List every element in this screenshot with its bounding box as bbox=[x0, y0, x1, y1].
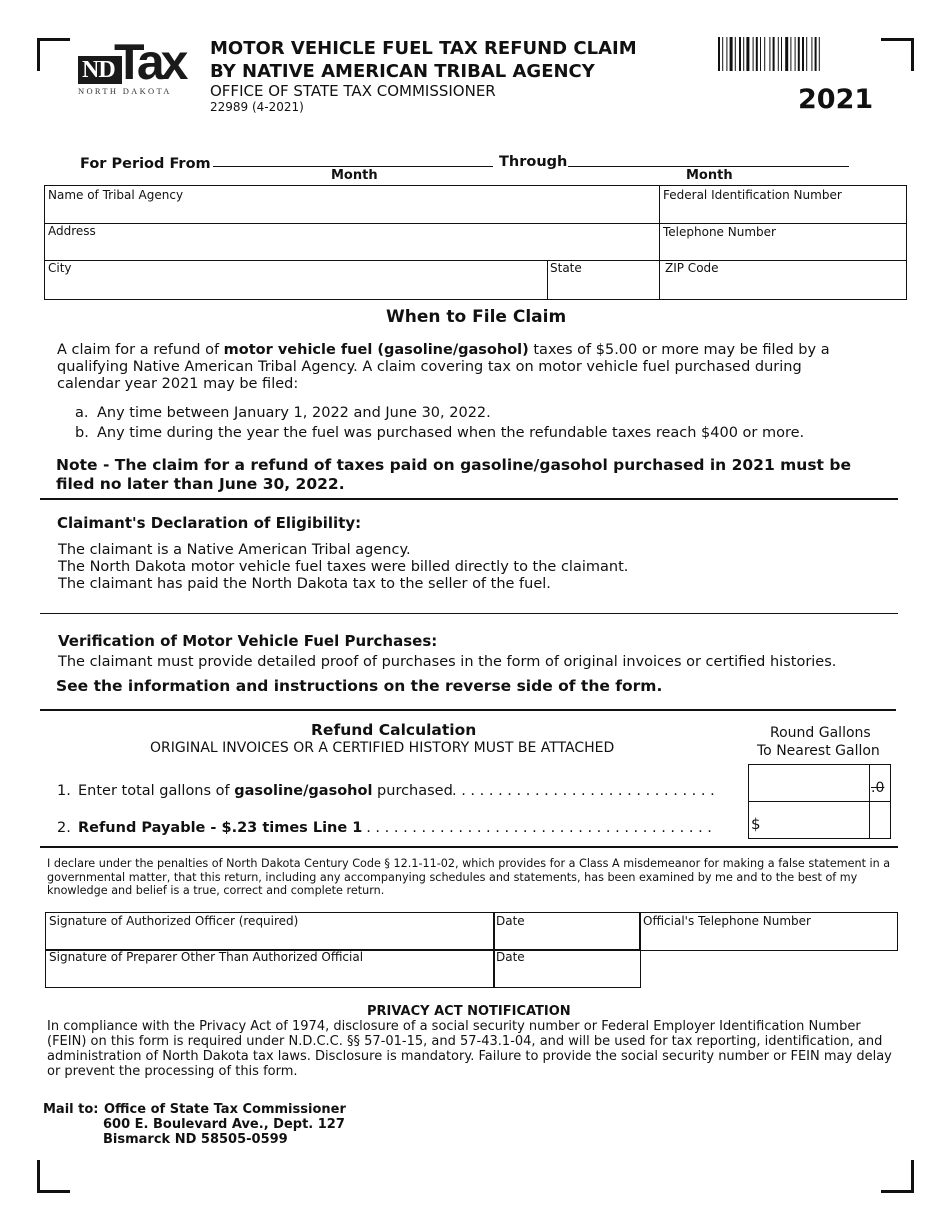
line1-pre: Enter total gallons of bbox=[78, 783, 235, 799]
state-field[interactable]: State bbox=[550, 261, 582, 275]
period-through-input[interactable] bbox=[568, 166, 849, 167]
period-from-month-label: Month bbox=[331, 168, 378, 183]
corner-mark-top-right bbox=[881, 38, 914, 71]
logo-state-text: NORTH DAKOTA bbox=[78, 86, 172, 96]
address-field[interactable]: Address bbox=[48, 224, 96, 238]
declaration-line1: The claimant is a Native American Tribal agency. bbox=[58, 542, 411, 558]
barcode-bar bbox=[730, 37, 733, 71]
item-a-text: Any time between January 1, 2022 and June 30, 2022. bbox=[97, 405, 491, 421]
barcode-bar bbox=[795, 37, 796, 71]
city-field[interactable]: City bbox=[48, 261, 72, 275]
barcode-bar bbox=[778, 37, 779, 71]
grid-row-divider-1 bbox=[44, 223, 906, 224]
declaration-line2: The North Dakota motor vehicle fuel taxes were billed directly to the claimant. bbox=[58, 559, 629, 575]
preparer-date-label: Date bbox=[496, 950, 525, 964]
barcode-graphic bbox=[718, 37, 858, 71]
line1-post: purchased bbox=[372, 783, 453, 799]
form-year: 2021 bbox=[798, 84, 874, 115]
telephone-field[interactable]: Telephone Number bbox=[663, 225, 776, 239]
barcode-bar bbox=[743, 37, 744, 71]
line1-bold: gasoline/gasohol bbox=[234, 783, 373, 799]
logo-tax-text: Tax bbox=[114, 34, 185, 90]
line2-leader-dots: . . . . . . . . . . . . . . . . . . . . . . . . . . . . . . . . . . . . . . . bbox=[357, 820, 712, 836]
barcode-bar bbox=[798, 37, 800, 71]
barcode-bar bbox=[735, 37, 736, 71]
para-pre: A claim for a refund of bbox=[57, 342, 224, 358]
fein-field[interactable]: Federal Identification Number bbox=[663, 188, 842, 202]
line2-dollar-sign: $ bbox=[751, 815, 761, 833]
deadline-note-line2: filed no later than June 30, 2022. bbox=[56, 475, 345, 493]
barcode-bar bbox=[773, 37, 775, 71]
barcode-bar bbox=[753, 37, 754, 71]
when-to-file-heading: When to File Claim bbox=[386, 307, 567, 327]
barcode-bar bbox=[722, 37, 723, 71]
line1-decimal-suffix: .0 bbox=[871, 780, 885, 796]
barcode-bar bbox=[764, 37, 765, 71]
preparer-signature-label: Signature of Preparer Other Than Authorized Official bbox=[49, 950, 364, 964]
refund-heading: Refund Calculation bbox=[311, 721, 477, 739]
nearest-gallon-label: To Nearest Gallon bbox=[757, 743, 880, 759]
section-divider-4 bbox=[40, 846, 898, 848]
when-to-file-paragraph bbox=[57, 342, 857, 393]
item-b-letter: b. bbox=[75, 425, 89, 441]
barcode-bar bbox=[769, 37, 770, 71]
agency-info-grid bbox=[44, 185, 907, 300]
declaration-line3: The claimant has paid the North Dakota tax to the seller of the fuel. bbox=[58, 576, 551, 592]
grid-col-divider-main bbox=[659, 185, 660, 299]
officer-date-label: Date bbox=[496, 914, 525, 928]
line2-number: 2. bbox=[57, 820, 71, 836]
section-divider-3 bbox=[40, 709, 896, 711]
office-name: OFFICE OF STATE TAX COMMISSIONER bbox=[210, 82, 496, 100]
line2-cents-box bbox=[869, 801, 891, 839]
barcode-bar bbox=[802, 37, 804, 71]
deadline-note-line1: Note - The claim for a refund of taxes paid on gasoline/gasohol purchased in 2021 must be bbox=[56, 456, 851, 474]
grid-col-divider-state bbox=[547, 260, 548, 299]
mail-address-line2: 600 E. Boulevard Ave., Dept. 127 bbox=[103, 1117, 345, 1132]
tribal-agency-name-field[interactable]: Name of Tribal Agency bbox=[48, 188, 184, 202]
para-bold: motor vehicle fuel (gasoline/gasohol) bbox=[223, 342, 529, 358]
form-title-line2: BY NATIVE AMERICAN TRIBAL AGENCY bbox=[210, 61, 595, 82]
item-b-text: Any time during the year the fuel was purchased when the refundable taxes reach $400 or more. bbox=[97, 425, 805, 441]
privacy-text: In compliance with the Privacy Act of 1974, disclosure of a social security number or Federal Employer Identification Number (FEIN) on this form is required under N.D.C.C. §§ 57-01-15, and 57-43.1-04, and will be used for tax reporting, identification, and administration of North Dakota tax laws. Disclosure is mandatory. Failure to provide the social security number or FEIN may delay or prevent the processing of this form. bbox=[47, 1019, 892, 1079]
barcode-bar bbox=[760, 37, 761, 71]
barcode-bar bbox=[726, 37, 727, 71]
item-a-letter: a. bbox=[75, 405, 89, 421]
verification-heading: Verification of Motor Vehicle Fuel Purchases: bbox=[58, 632, 438, 650]
mail-to-label: Mail to: bbox=[43, 1102, 99, 1117]
nd-tax-logo bbox=[74, 34, 194, 100]
line1-gallons-input[interactable] bbox=[748, 764, 870, 802]
barcode-bar bbox=[756, 37, 758, 71]
privacy-heading: PRIVACY ACT NOTIFICATION bbox=[367, 1004, 571, 1019]
line2-label: Refund Payable - $.23 times Line 1 bbox=[78, 820, 363, 836]
corner-mark-top-left bbox=[37, 38, 70, 71]
barcode-bar bbox=[781, 37, 782, 71]
corner-mark-bottom-left bbox=[37, 1160, 70, 1193]
form-number: 22989 (4-2021) bbox=[210, 100, 304, 114]
see-reverse-instructions: See the information and instructions on the reverse side of the form. bbox=[56, 677, 663, 695]
barcode-bar bbox=[815, 37, 817, 71]
period-through-month-label: Month bbox=[686, 168, 733, 183]
officer-signature-label: Signature of Authorized Officer (required) bbox=[49, 914, 299, 928]
logo-nd-text: ND bbox=[82, 57, 115, 83]
barcode-bar bbox=[811, 37, 812, 71]
mail-address-line1: Office of State Tax Commissioner bbox=[104, 1102, 346, 1117]
mail-address-line3: Bismarck ND 58505-0599 bbox=[103, 1132, 288, 1147]
form-title-line1: MOTOR VEHICLE FUEL TAX REFUND CLAIM bbox=[210, 38, 637, 59]
official-telephone-label: Official's Telephone Number bbox=[643, 914, 811, 928]
period-through-label: Through bbox=[499, 154, 568, 170]
line1-label bbox=[78, 783, 453, 800]
section-divider-1 bbox=[40, 498, 898, 500]
line1-leader-dots: . . . . . . . . . . . . . . . . . . . . . . . . . . . . . bbox=[452, 783, 715, 799]
zip-field[interactable]: ZIP Code bbox=[665, 261, 719, 275]
declaration-heading: Claimant's Declaration of Eligibility: bbox=[57, 514, 362, 532]
corner-mark-bottom-right bbox=[881, 1160, 914, 1193]
refund-subheading: ORIGINAL INVOICES OR A CERTIFIED HISTORY MUST BE ATTACHED bbox=[150, 740, 615, 756]
para-post: taxes of $5.00 or more may be filed by a qualifying Native American Tribal Agency. A claim covering tax on motor vehicle fuel purchased during calendar year 2021 may be filed: bbox=[57, 342, 830, 392]
period-from-input[interactable] bbox=[213, 166, 493, 167]
barcode-bar bbox=[739, 37, 741, 71]
grid-row-divider-2 bbox=[44, 260, 906, 261]
line2-refund-input[interactable] bbox=[748, 801, 870, 839]
barcode-bar bbox=[819, 37, 820, 71]
barcode-bar bbox=[718, 37, 720, 71]
barcode-bar bbox=[790, 37, 791, 71]
barcode-bar bbox=[785, 37, 788, 71]
verification-text: The claimant must provide detailed proof of purchases in the form of original invoices or certified histories. bbox=[58, 654, 837, 670]
barcode-bar bbox=[746, 37, 749, 71]
section-divider-2 bbox=[40, 613, 898, 614]
period-from-label: For Period From bbox=[80, 156, 211, 172]
barcode-bar bbox=[806, 37, 807, 71]
line1-number: 1. bbox=[57, 783, 71, 799]
round-gallons-label: Round Gallons bbox=[770, 725, 871, 741]
penalty-statement: I declare under the penalties of North Dakota Century Code § 12.1-11-02, which provides for a Class A misdemeanor for making a false statement in a governmental matter, that this return, including any accompanying schedules and statements, has been examined by me and to the best of my knowledge and belief is a true, correct and complete return. bbox=[47, 857, 891, 897]
